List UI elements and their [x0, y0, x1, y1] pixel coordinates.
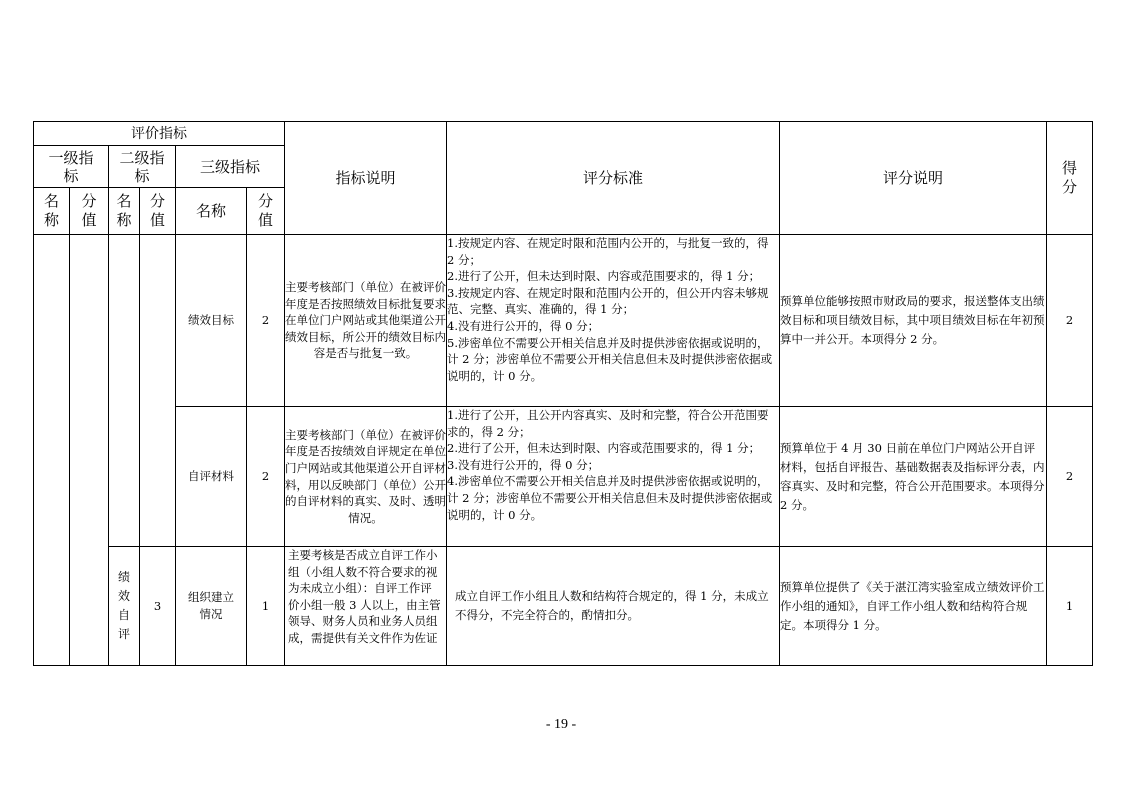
header-scoring-note: 评分说明	[780, 122, 1047, 235]
header-level2-name	[109, 188, 140, 235]
level2-name-cell	[109, 235, 140, 547]
header-scoring-standard: 评分标准	[447, 122, 780, 235]
page-number: - 19 -	[545, 717, 577, 732]
table-row	[34, 407, 1093, 547]
level2-name	[109, 547, 140, 666]
scoring-note: 预算单位于 4 月 30 日前在单位门户网站公开自评材料，包括自评报告、基础数据表及指标评分表，内容真实、及时和完整，符合公开范围要求。本项得分 2 分。	[780, 407, 1047, 547]
row-score: 2	[1047, 407, 1093, 547]
row-score: 2	[1047, 235, 1093, 407]
indicator-desc-text: 主要考核是否成立自评工作小组（小组人数不符合要求的视为未成立小组）：自评工作评价小组一般 3 人以上，由主管领导、财务人员和业务人员组成，需提供有关文件作为佐证	[288, 548, 441, 645]
row-score: 1	[1047, 547, 1093, 666]
level1-name-cell	[34, 235, 70, 666]
level3-name: 自评材料	[176, 407, 247, 547]
indicator-desc	[285, 547, 447, 666]
header-level2-name-text: 名称	[116, 192, 132, 229]
level2-value-cell	[140, 235, 176, 547]
header-level3-value	[247, 188, 285, 235]
header-level2-value-text: 分值	[149, 192, 165, 229]
scoring-standard: 1.按规定内容、在规定时限和范围内公开的，与批复一致的，得 2 分； 2.进行了公开，但未达到时限、内容或范围要求的，得 1 分； 3.按规定内容、在规定时限和范围内公开的，但公开内容未够规范、完整、真实、准确的，得 1 分； 4.没有进行公开的，得 0 分； 5.涉密单位不需要公开相关信息并及时提供涉密依据或说明的，计 2 分；涉密单位不需要公开相关信息但未及时提供涉密依据或说明的，计 0 分。	[447, 235, 780, 407]
level2-name-text: 绩效自评	[117, 570, 130, 641]
level3-value: 2	[247, 407, 285, 547]
header-level1-value	[70, 188, 109, 235]
header-level2-text: 二级指标	[119, 148, 165, 185]
table-row	[34, 235, 1093, 407]
header-level1	[34, 146, 109, 188]
header-level1-name-text: 名称	[43, 192, 59, 229]
header-score	[1047, 122, 1093, 235]
evaluation-table	[33, 121, 1093, 666]
header-level1-name	[34, 188, 70, 235]
level3-name	[176, 547, 247, 666]
scoring-standard: 成立自评工作小组且人数和结构符合规定的，得 1 分，未成立不得分，不完全符合的，酌情扣分。	[447, 547, 780, 666]
header-level2-value	[140, 188, 176, 235]
level2-value: 3	[140, 547, 176, 666]
header-eval-indicator: 评价指标	[34, 122, 285, 146]
header-level3-value-text: 分值	[257, 192, 273, 229]
header-level1-value-text: 分值	[81, 192, 97, 229]
level3-name: 绩效目标	[176, 235, 247, 407]
header-score-text: 得分	[1061, 159, 1077, 196]
indicator-desc: 主要考核部门（单位）在被评价年度是否按绩效自评规定在单位门户网站或其他渠道公开自评材料，用以反映部门（单位）公开的自评材料的真实、及时、透明情况。	[285, 407, 447, 547]
scoring-note: 预算单位能够按照市财政局的要求，报送整体支出绩效目标和项目绩效目标，其中项目绩效目标在年初预算中一并公开。本项得分 2 分。	[780, 235, 1047, 407]
table-row	[34, 547, 1093, 666]
header-level2	[109, 146, 176, 188]
header-indicator-desc: 指标说明	[285, 122, 447, 235]
level3-name-text: 组织建立情况	[188, 590, 234, 621]
header-level3: 三级指标	[176, 146, 285, 188]
level1-value-cell	[70, 235, 109, 666]
scoring-note: 预算单位提供了《关于湛江湾实验室成立绩效评价工作小组的通知》，自评工作小组人数和结构符合规定。本项得分 1 分。	[780, 547, 1047, 666]
scoring-standard: 1.进行了公开，且公开内容真实、及时和完整，符合公开范围要求的，得 2 分； 2.进行了公开，但未达到时限、内容或范围要求的，得 1 分； 3.没有进行公开的，得 0 分； 4.涉密单位不需要公开相关信息并及时提供涉密依据或说明的，计 2 分；涉密单位不需要公开相关信息但未及时提供涉密依据或说明的，计 0 分。	[447, 407, 780, 547]
level3-value: 1	[247, 547, 285, 666]
indicator-desc: 主要考核部门（单位）在被评价年度是否按照绩效目标批复要求在单位门户网站或其他渠道公开绩效目标，所公开的绩效目标内容是否与批复一致。	[285, 235, 447, 407]
header-level3-name: 名称	[176, 188, 247, 235]
level3-value: 2	[247, 235, 285, 407]
header-level1-text: 一级指标	[48, 148, 94, 185]
